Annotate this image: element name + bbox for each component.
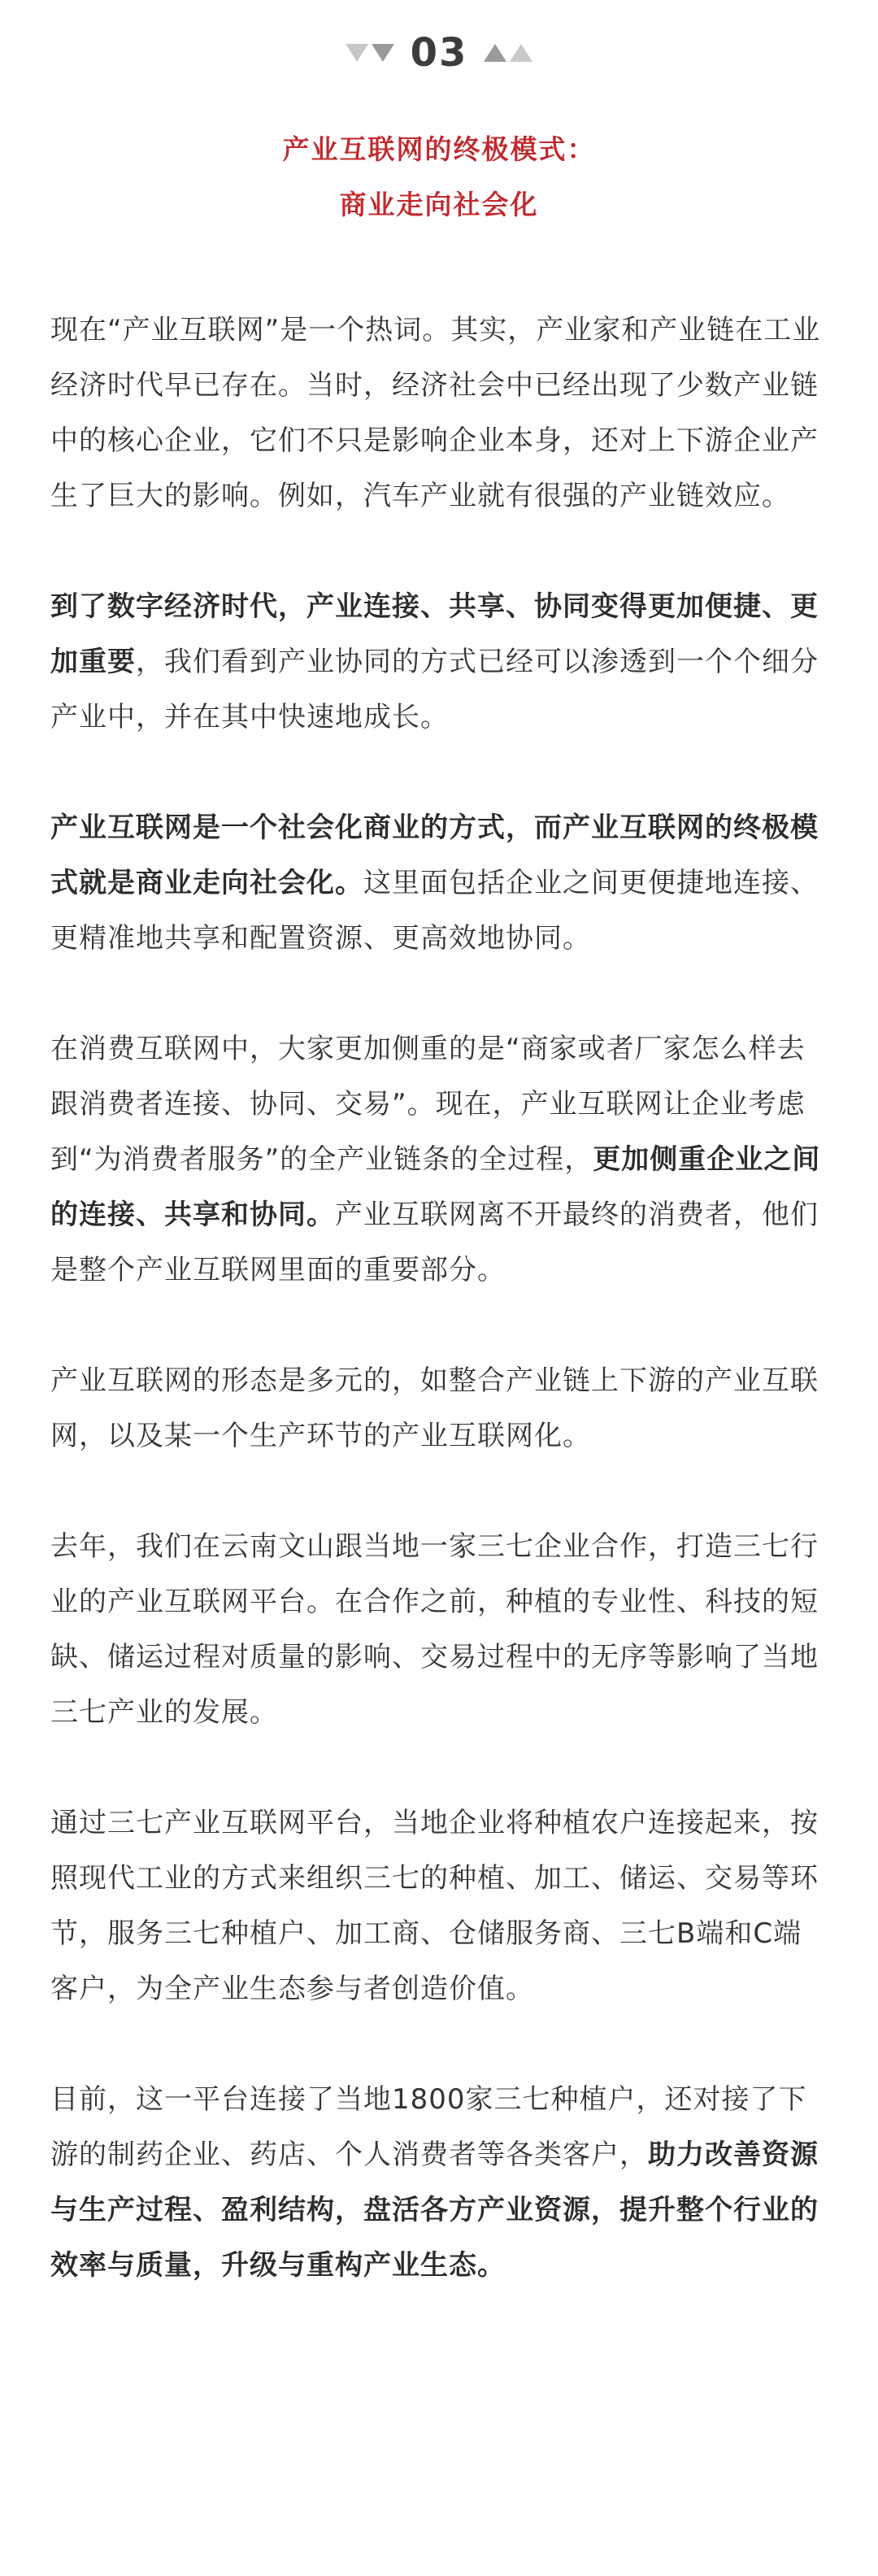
paragraph-text: 产业互联网离不开最终的消费者，他们是整个产业互联网里面的重要部分。 — [50, 1199, 819, 1286]
triangle-down-icon — [372, 44, 394, 62]
triangle-down-icon — [346, 44, 368, 62]
paragraph-1 — [50, 302, 828, 524]
paragraph-text: ，我们看到产业协同的方式已经可以渗透到一个个细分产业中，并在其中快速地成长。 — [50, 646, 819, 733]
paragraph-3 — [50, 800, 828, 966]
paragraph-2 — [50, 579, 828, 745]
paragraph-text: 通过三七产业互联网平台，当地企业将种植农户连接起来，按照现代工业的方式来组织三七的种植、加工、储运、交易等环节，服务三七种植户、加工商、仓储服务商、三七B端和C端客户，为全产业生态参与者创造价值。 — [50, 1807, 819, 2005]
section-number: 03 — [410, 30, 468, 76]
paragraph-bold-text: 产业互联网是一个社会化商业的方式，而产业互联网的终极模式就是商业走向社会化。 — [50, 812, 819, 899]
right-triangles-icon — [484, 44, 532, 62]
paragraph-bold-text: 到了数字经济时代，产业连接、共享、协同变得更加便捷、更加重要 — [50, 590, 819, 678]
left-triangles-icon — [346, 44, 394, 62]
paragraph-5 — [50, 1353, 828, 1464]
paragraph-text: 在消费互联网中，大家更加侧重的是“商家或者厂家怎么样去跟消费者连接、协同、交易”。现在，产业互联网让企业考虑到“为消费者服务”的全产业链条的全过程， — [50, 1033, 806, 1176]
section-title-line-1: 产业互联网的终极模式： — [282, 133, 596, 165]
paragraph-text: 这里面包括企业之间更便捷地连接、更精准地共享和配置资源、更高效地协同。 — [50, 867, 819, 955]
paragraph-4 — [50, 1021, 828, 1298]
paragraph-text: 去年，我们在云南文山跟当地一家三七企业合作，打造三七行业的产业互联网平台。在合作之前，种植的专业性、科技的短缺、储运过程对质量的影响、交易过程中的无序等影响了当地三七产业的发展。 — [50, 1530, 819, 1729]
paragraph-bold-text: 更加侧重企业之间的连接、共享和协同。 — [50, 1143, 821, 1231]
section-title-line-2: 商业走向社会化 — [339, 189, 539, 220]
paragraph-6 — [50, 1519, 828, 1740]
paragraph-text: 产业互联网的形态是多元的，如整合产业链上下游的产业互联网，以及某一个生产环节的产业互联网化。 — [50, 1364, 819, 1452]
paragraph-8 — [50, 2072, 828, 2293]
paragraph-7 — [50, 1795, 828, 2017]
paragraph-bold-text: 助力改善资源与生产过程、盈利结构，盘活各方产业资源，提升整个行业的效率与质量，升级与重构产业生态。 — [50, 2139, 819, 2282]
paragraph-text: 目前，这一平台连接了当地1800家三七种植户，还对接了下游的制药企业、药店、个人消费者等各类客户， — [50, 2083, 807, 2171]
triangle-up-icon — [484, 44, 506, 62]
paragraph-text: 现在“产业互联网”是一个热词。其实，产业家和产业链在工业经济时代早已存在。当时，经济社会中已经出现了少数产业链中的核心企业，它们不只是影响企业本身，还对上下游企业产生了巨大的影响。例如，汽车产业就有很强的产业链效应。 — [50, 314, 821, 512]
section-header — [50, 0, 828, 106]
section-title — [50, 122, 828, 233]
triangle-up-icon — [510, 44, 532, 62]
